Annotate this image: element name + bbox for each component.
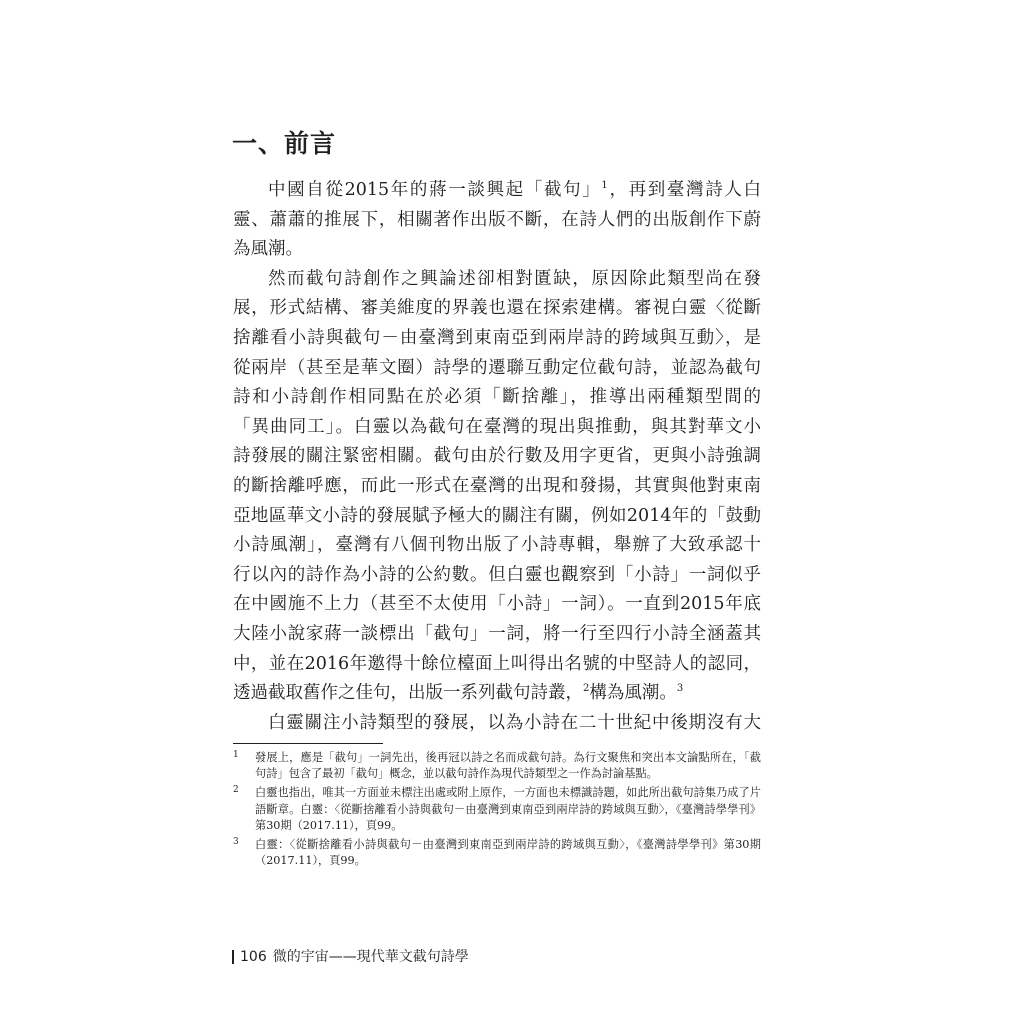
paragraph-1-line-1: [233, 176, 761, 206]
paragraph-2-line-11: 行以內的詩作為小詩的公約數。但白靈也觀察到「小詩」一詞似乎: [233, 564, 761, 585]
footnote-1: [233, 750, 761, 782]
footnote-number: 1: [233, 750, 239, 760]
footnote-number: 2: [233, 785, 239, 796]
paragraph-1-line-3: 為風潮。: [233, 239, 303, 260]
paragraph-2-line-15: [233, 679, 761, 709]
footnote-ref-2[interactable]: 2: [583, 683, 590, 695]
paragraph-2-line-13: 大陸小說家蔣一談標出「截句」一詞，將一行至四行小詩全涵蓋其: [233, 623, 761, 644]
footnote-divider: [233, 743, 383, 744]
footnote-text: 發展上，應是「截句」一詞先出，後再冠以詩之名而成截句詩。為行文聚焦和突出本文論點所在，「截句詩」包含了最初「截句」概念，並以截句詩作為現代詩類型之一作為討論基點。: [255, 751, 761, 781]
text-run: 中國自從2015年的蔣一談興起「截句」: [268, 180, 602, 200]
footnote-2: [233, 785, 761, 834]
paragraph-2-line-12: 在中國施不上力（甚至不太使用「小詩」一詞）。一直到2015年底: [233, 594, 761, 615]
paragraph-2-line-14: 中，並在2016年邀得十餘位檯面上叫得出名號的中堅詩人的認同，: [233, 653, 761, 674]
paragraph-2-line-4: 從兩岸（甚至是華文圈）詩學的遷聯互動定位截句詩，並認為截句: [233, 357, 761, 378]
text-run: 構為風潮。: [589, 683, 677, 704]
text-run: 透過截取舊作之佳句，出版一系列截句詩叢，: [233, 683, 583, 704]
paragraph-2-line-10: 小詩風潮」，臺灣有八個刊物出版了小詩專輯，舉辦了大致承認十: [233, 535, 761, 556]
paragraph-2-line-8: 的斷捨離呼應，而此一形式在臺灣的出現和發揚，其實與他對東南: [233, 475, 761, 496]
paragraph-1-line-2: 靈、蕭蕭的推展下，相關著作出版不斷，在詩人們的出版創作下蔚: [233, 209, 761, 230]
page-footer: [232, 947, 469, 967]
running-title: 微的宇宙——現代華文截句詩學: [272, 949, 469, 965]
footnote-text: 白靈：〈從斷捨離看小詩與截句－由臺灣到東南亞到兩岸詩的跨域與互動〉，《臺灣詩學學刊》第30期（2017.11），頁99。: [255, 838, 761, 868]
footnote-3: [233, 837, 761, 869]
footer-bar: [232, 950, 234, 964]
footnotes: [233, 750, 761, 872]
paragraph-2-line-2: 展，形式結構、審美維度的界義也還在探索建構。審視白靈〈從斷: [233, 298, 761, 319]
paragraph-2-line-9: 亞地區華文小詩的發展賦予極大的關注有關，例如2014年的「鼓動: [233, 505, 761, 526]
body-text: [233, 176, 761, 738]
footnote-number: 3: [233, 837, 239, 848]
text-run: ，再到臺灣詩人白: [607, 180, 761, 200]
paragraph-2-line-7: 詩發展的關注緊密相關。截句由於行數及用字更省，更與小詩強調: [233, 446, 761, 467]
paragraph-2-line-1: 然而截句詩創作之興論述卻相對匱缺，原因除此類型尚在發: [268, 268, 761, 289]
paragraph-2-line-3: 捨離看小詩與截句－由臺灣到東南亞到兩岸詩的跨域與互動〉，是: [233, 327, 761, 348]
section-heading: 一、前言: [232, 129, 337, 158]
footnote-ref-1[interactable]: 1: [601, 180, 608, 192]
footnote-ref-3[interactable]: 3: [676, 683, 684, 695]
page-number: 106: [240, 949, 267, 965]
footnote-text: 白靈也指出，唯其一方面並未標注出處或附上原作，一方面也未標識詩題，如此所出截句詩集乃成了片語斷章。白靈：〈從斷捨離看小詩與截句－由臺灣到東南亞到兩岸詩的跨域與互動〉，《臺灣詩學學刊》第30期（2017.11），頁99。: [255, 786, 761, 832]
paragraph-2-line-6: 「異曲同工」。白靈以為截句在臺灣的現出與推動，與其對華文小: [233, 416, 761, 437]
paragraph-2-line-5: 詩和小詩創作相同點在於必須「斷捨離」，推導出兩種類型間的: [233, 387, 761, 408]
paragraph-3-line-1: 白靈關注小詩類型的發展，以為小詩在二十世紀中後期沒有大: [268, 712, 761, 733]
